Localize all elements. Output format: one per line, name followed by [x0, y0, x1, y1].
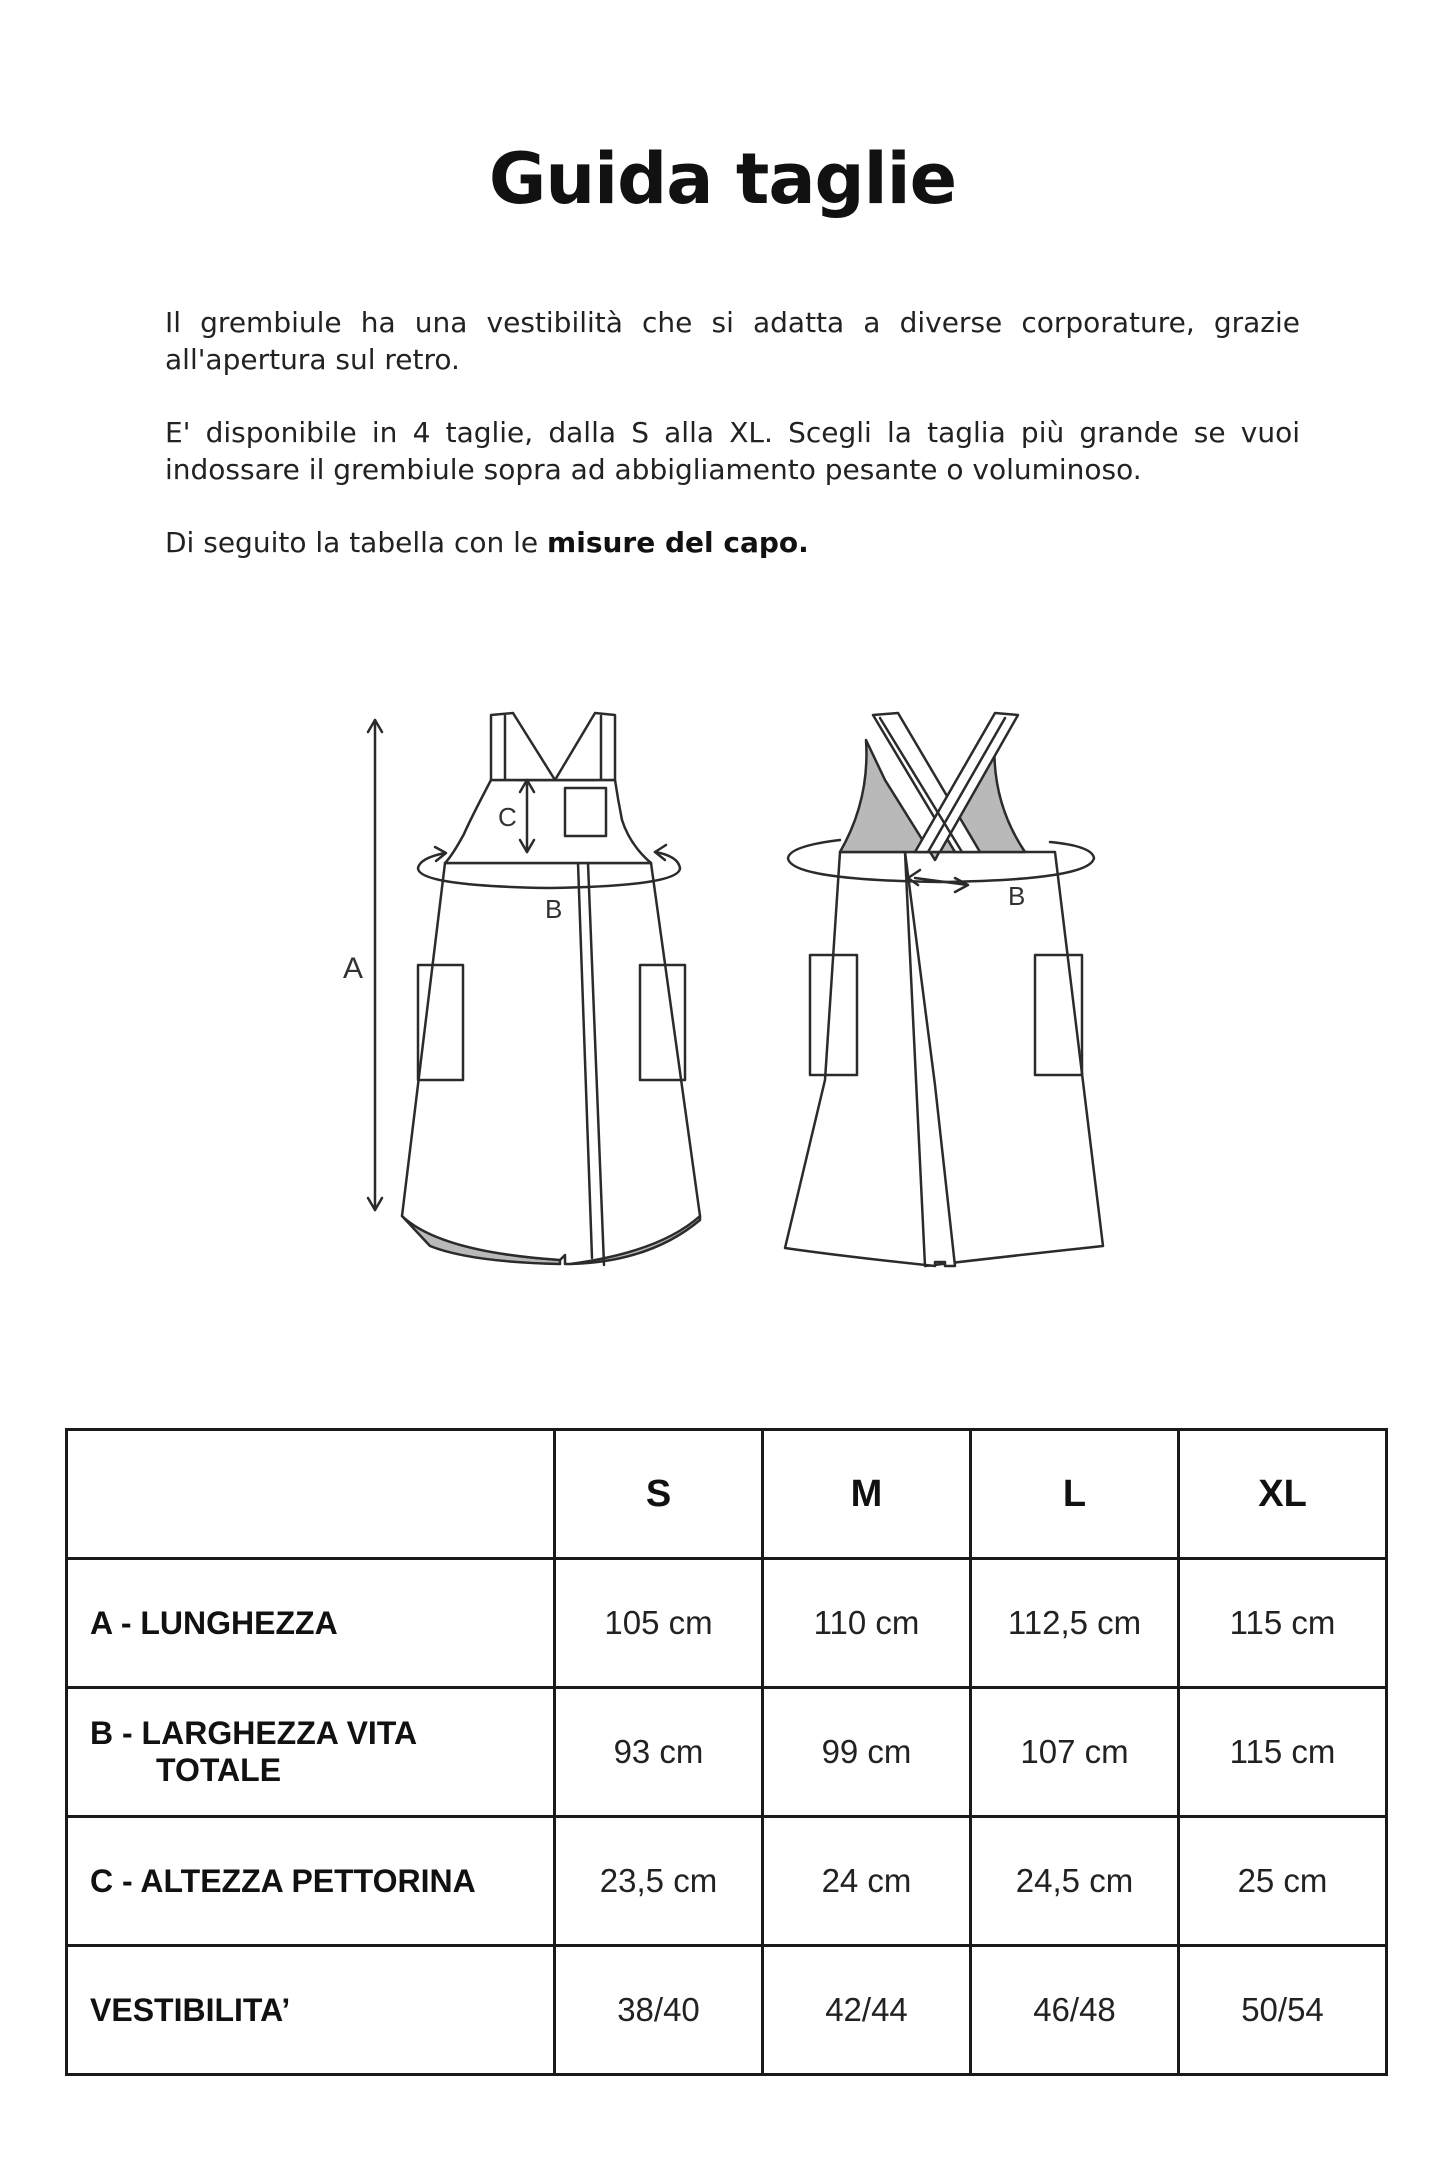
table-cell: 24,5 cm [971, 1817, 1179, 1946]
row-label [67, 1817, 555, 1946]
label-c: C [498, 802, 517, 832]
dimension-a [368, 720, 382, 1210]
table-header-size: XL [1179, 1430, 1387, 1559]
row-label-line-1: B - LARGHEZZA VITA [90, 1715, 418, 1751]
table-cell: 46/48 [971, 1946, 1179, 2075]
table-row [67, 1817, 1387, 1946]
table-cell: 115 cm [1179, 1688, 1387, 1817]
apron-diagram [0, 680, 1445, 1300]
table-cell: 42/44 [763, 1946, 971, 2075]
table-row [67, 1559, 1387, 1688]
label-b-front: B [545, 894, 563, 924]
row-label-line-1: C - ALTEZZA PETTORINA [90, 1862, 476, 1899]
intro-paragraph-sizes: E' disponibile in 4 taglie, dalla S alla XL. Scegli la taglia più grande se vuoi indossare il grembiule sopra ad abbigliamento pesante o voluminoso. [165, 416, 1300, 486]
row-label-line-1: VESTIBILITA’ [90, 1991, 291, 2028]
table-cell: 105 cm [555, 1559, 763, 1688]
table-header-size: L [971, 1430, 1179, 1559]
front-strap-right [555, 713, 615, 780]
page-title: Guida taglie [488, 138, 957, 220]
table-cell: 93 cm [555, 1688, 763, 1817]
table-cell: 50/54 [1179, 1946, 1387, 2075]
table-header-size: M [763, 1430, 971, 1559]
intro-table-prefix: Di seguito la tabella con le [165, 526, 548, 559]
table-cell: 107 cm [971, 1688, 1179, 1817]
intro-paragraph-table [165, 524, 1300, 561]
apron-back-view [785, 713, 1103, 1266]
table-cell: 112,5 cm [971, 1559, 1179, 1688]
table-row [67, 1688, 1387, 1817]
row-label-line-1: A - LUNGHEZZA [90, 1604, 338, 1641]
row-label [67, 1688, 555, 1817]
intro-text [165, 304, 1300, 597]
table-cell: 38/40 [555, 1946, 763, 2075]
table-cell: 23,5 cm [555, 1817, 763, 1946]
intro-paragraph-fit: Il grembiule ha una vestibilità che si adatta a diverse corporature, grazie all'apertura sul retro. [165, 306, 1300, 376]
intro-table-emphasis: misure del capo. [547, 526, 809, 559]
apron-front-view [402, 713, 700, 1265]
table-row [67, 1946, 1387, 2075]
table-header-row [67, 1430, 1387, 1559]
table-header-corner [67, 1430, 555, 1559]
table-cell: 110 cm [763, 1559, 971, 1688]
size-table-wrapper [65, 1428, 1388, 2076]
size-table [65, 1428, 1388, 2076]
table-cell: 99 cm [763, 1688, 971, 1817]
label-a: A [343, 952, 364, 985]
front-strap-left [491, 713, 555, 780]
table-header-size: S [555, 1430, 763, 1559]
row-label-line-2: TOTALE [156, 1752, 282, 1788]
row-label [67, 1559, 555, 1688]
apron-diagram-svg [0, 680, 1445, 1300]
table-cell: 25 cm [1179, 1817, 1387, 1946]
table-cell: 115 cm [1179, 1559, 1387, 1688]
front-bib [445, 780, 651, 863]
table-cell: 24 cm [763, 1817, 971, 1946]
label-b-back: B [1008, 881, 1026, 911]
row-label [67, 1946, 555, 2075]
